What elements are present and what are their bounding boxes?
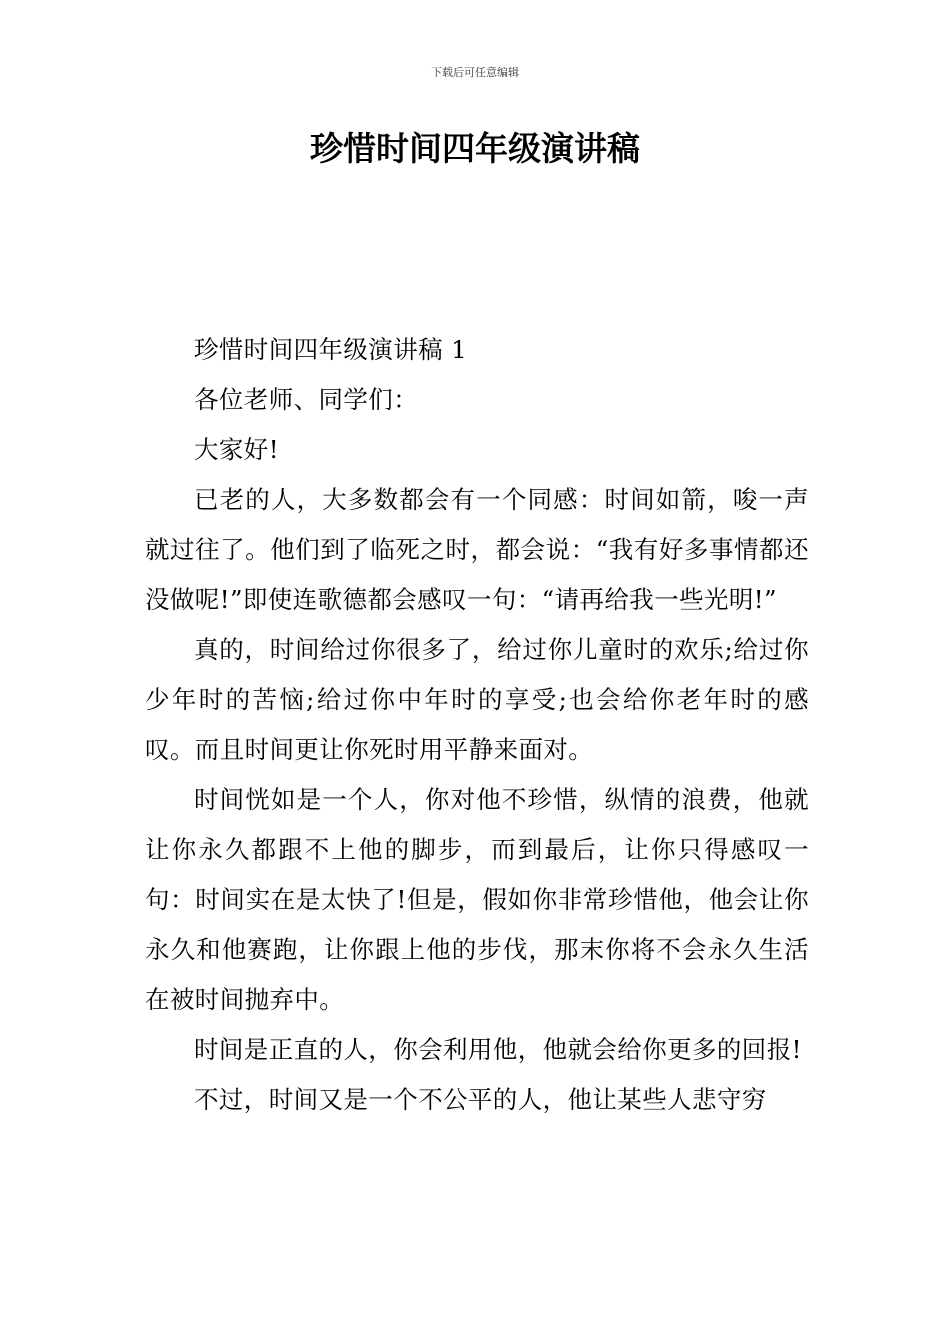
body-paragraph: 不过，时间又是一个不公平的人，他让某些人悲守穷 (194, 1085, 767, 1114)
body-paragraph: 时间是正直的人，你会利用他，他就会给你更多的回报! (194, 1035, 802, 1064)
greeting: 大家好! (194, 435, 279, 464)
salutation: 各位老师、同学们： (194, 385, 419, 414)
header-note: 下载后可任意编辑 (431, 66, 519, 79)
document-body (145, 325, 809, 1125)
body-paragraph: 已老的人，大多数都会有一个同感：时间如箭，唆一声就过往了。他们到了临死之时，都会说：“我有好多事情都还没做呢!”即使连歌德都会感叹一句：“请再给我一些光明!” (145, 485, 809, 614)
document-title: 珍惜时间四年级演讲稿 (310, 129, 640, 168)
body-paragraph: 时间恍如是一个人，你对他不珍惜，纵情的浪费，他就让你永久都跟不上他的脚步，而到最后，让你只得感叹一句：时间实在是太快了!但是，假如你非常珍惜他，他会让你永久和他赛跑，让你跟上他的步伐，那末你将不会永久生活在被时间抛弃中。 (145, 785, 809, 1014)
body-paragraph: 真的，时间给过你很多了，给过你儿童时的欢乐;给过你少年时的苦恼;给过你中年时的享受;也会给你老年时的感叹。而且时间更让你死时用平静来面对。 (145, 635, 809, 764)
speech-heading: 珍惜时间四年级演讲稿 1 (194, 335, 468, 364)
